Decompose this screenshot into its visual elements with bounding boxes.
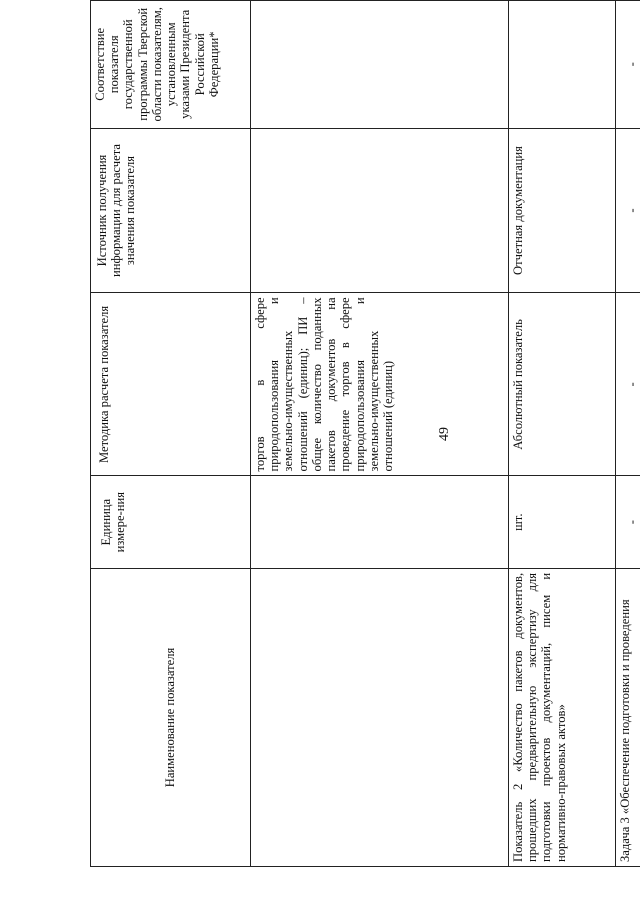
cell-method: Абсолютный показатель (509, 293, 616, 476)
cell-method: торгов в сфере природопользования и земельно-имущественных отношений (единиц); ПИ – общее количество поданных пакетов документов на проведение торгов в сфере природопользования и земельно-имущественных отношений (единиц) (251, 293, 509, 476)
cell-compliance: - (616, 1, 640, 129)
cell-name: Задача 3 «Обеспечение подготовки и проведения (616, 568, 640, 866)
table-row (509, 1, 616, 867)
cell-compliance (251, 1, 509, 129)
header-name: Наименование показателя (91, 568, 251, 866)
indicator-table (90, 0, 640, 867)
cell-source (251, 128, 509, 293)
header-method: Методика расчета показателя (91, 293, 251, 476)
header-compliance: Соответствие показателя государственной программы Тверской области показателям, установленным указами Президента Российской Федерации* (91, 1, 251, 129)
cell-unit (251, 476, 509, 568)
table-row (616, 1, 640, 867)
table-header-row (91, 1, 251, 867)
header-source: Источник получения информации для расчета значения показателя (91, 128, 251, 293)
table-row (251, 1, 509, 867)
cell-unit: - (616, 476, 640, 568)
cell-unit: шт. (509, 476, 616, 568)
cell-method: - (616, 293, 640, 476)
cell-name: Показатель 2 «Количество пакетов документов, прошедших предварительную экспертизу для подготовки проектов документаций, писем и нормативно-правовых актов» (509, 568, 616, 866)
header-unit: Единица измере-ния (91, 476, 251, 568)
cell-source: Отчетная документация (509, 128, 616, 293)
page-number: 49 (437, 427, 452, 441)
cell-compliance (509, 1, 616, 129)
cell-name (251, 568, 509, 866)
cell-source: - (616, 128, 640, 293)
